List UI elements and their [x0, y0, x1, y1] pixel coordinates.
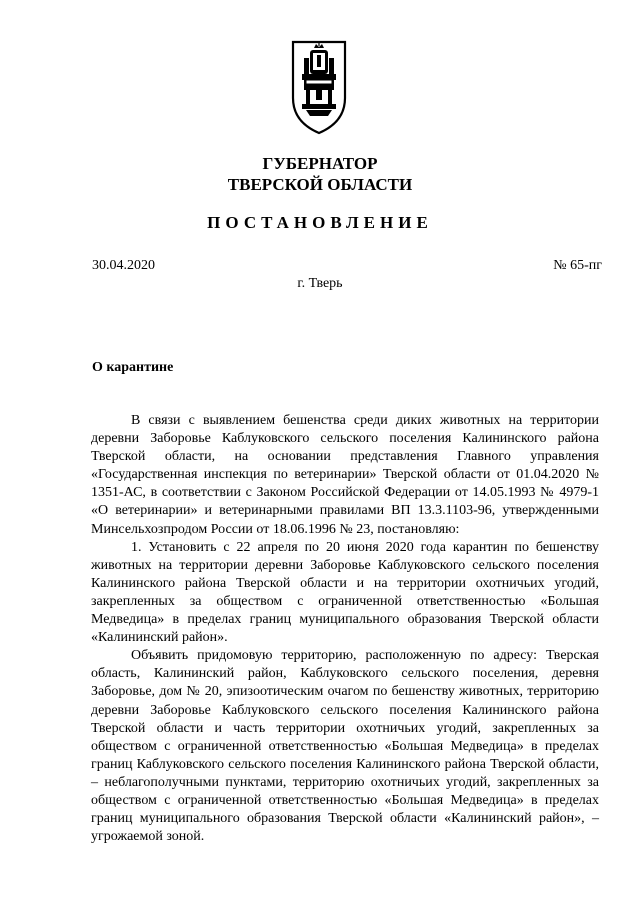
- authority-line-2: ТВЕРСКОЙ ОБЛАСТИ: [227, 175, 413, 194]
- document-type: ПОСТАНОВЛЕНИЕ: [207, 213, 433, 232]
- authority-line-1: ГУБЕРНАТОР: [262, 154, 378, 173]
- authority-title: [0, 153, 640, 195]
- document-subject: О карантине: [92, 360, 174, 375]
- paragraph-item-1: 1. Установить с 22 апреля по 20 июня 2020 года карантин по бешенству животных на территории деревни Заборовье Каблуковского сельского поселения Калининского района Тверской области и на территории охотничьих угодий, закрепленных за обществом с ограниченной ответственностью «Большая Медведица» в пределах границ муниципального образования Тверской области «Калининский район».: [91, 539, 599, 646]
- paragraph-declaration: Объявить придомовую территорию, расположенную по адресу: Тверская область, Калининский район, Каблуковского сельского поселения, деревня Заборовье, дом № 20, эпизоотическим очагом по бешенству животных, территорию деревни Заборовье Каблуковского сельского поселения Калининского района Тверской области и часть территории охотничьих угодий, закрепленных за обществом с ограниченной ответственностью «Большая Медведица» в пределах границ Каблуковского сельского поселения Калининского района Тверской области, – неблагополучными пунктами, территорию охотничьих угодий, закрепленных за обществом с ограниченной ответственностью «Большая Медведица» в пределах границ муниципального образования Тверской области «Калининский район», – угрожаемой зоной.: [91, 648, 599, 845]
- coat-of-arms-icon: [290, 38, 348, 136]
- document-body: [91, 412, 599, 846]
- document-date: 30.04.2020: [92, 258, 155, 273]
- document-number: № 65-пг: [553, 258, 602, 273]
- document-city: г. Тверь: [297, 276, 343, 291]
- paragraph-preamble: В связи с выявлением бешенства среди диких животных на территории деревни Заборовье Каблуковского сельского поселения Калининского района Тверской области, на основании представления Главного управления «Государственная инспекция по ветеринарии» Тверской области от 01.04.2020 № 1351-АС, в соответствии с Законом Российской Федерации от 14.05.1993 № 4979-1 «О ветеринарии» и ветеринарными правилами ВП 13.3.1103-96, утвержденными Минсельхозпродом России от 18.06.1996 № 23, постановляю:: [91, 413, 599, 537]
